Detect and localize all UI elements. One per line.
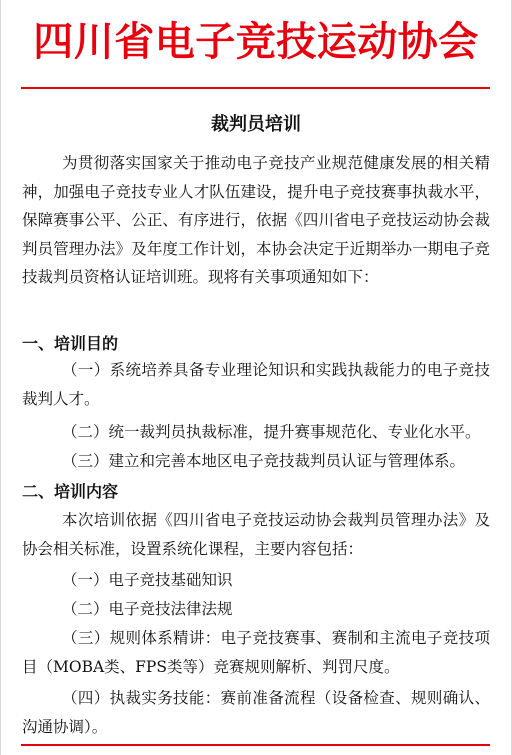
content-item-4: （四）执裁实务技能：赛前准备流程（设备检查、规则确认、沟通协调）。: [22, 689, 490, 736]
section-2-heading: 二、培训内容: [22, 482, 119, 501]
content-item-1: （一）电子竞技基础知识: [62, 571, 233, 589]
purpose-item-1: （一）系统培养具备专业理论知识和实践执裁能力的电子竞技裁判人才。: [22, 361, 490, 408]
purpose-item-2: （二）统一裁判员执裁标准，提升赛事规范化、专业化水平。: [62, 423, 481, 441]
footer-rule: [21, 744, 490, 746]
organization-title: 四川省电子竞技运动协会: [33, 19, 479, 65]
content-item-3: （三）规则体系精讲：电子竞技赛事、赛制和主流电子竞技项目（MOBA类、FPS类等）竞赛规则解析、判罚尺度。: [22, 629, 490, 676]
content-intro: 本次培训依据《四川省电子竞技运动协会裁判员管理办法》及协会相关标准，设置系统化课程，主要内容包括：: [22, 511, 490, 558]
purpose-item-3: （三）建立和完善本地区电子竞技裁判员认证与管理体系。: [62, 452, 466, 470]
intro-paragraph: 为贯彻落实国家关于推动电子竞技产业规范健康发展的相关精神，加强电子竞技专业人才队伍建设，提升电子竞技赛事执裁水平，保障赛事公平、公正、有序进行，依据《四川省电子竞技运动协会裁判员管理办法》及年度工作计划，本协会决定于近期举办一期电子竞技裁判员资格认证培训班。现将有关事项通知如下：: [22, 154, 490, 286]
header-rule: [21, 87, 490, 89]
content-item-2: （二）电子竞技法律法规: [62, 600, 233, 618]
section-1-heading: 一、培训目的: [22, 334, 119, 353]
document-title: 裁判员培训: [211, 114, 301, 135]
